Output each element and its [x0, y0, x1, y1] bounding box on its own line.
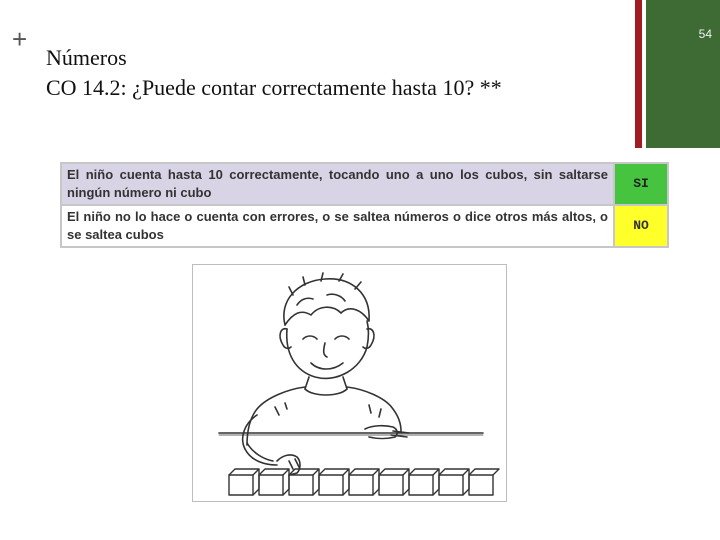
criteria-row-yes — [61, 163, 668, 205]
criteria-text: El niño cuenta hasta 10 correctamente, tocando uno a uno los cubos, sin saltarse ningún número ni cubo — [61, 163, 614, 205]
slide-subtitle: CO 14.2: ¿Puede contar correctamente hasta 10? ** — [46, 75, 502, 100]
plus-icon: + — [12, 24, 28, 54]
child-drawing — [193, 265, 506, 501]
accent-bar-green — [646, 0, 720, 148]
criteria-text: El niño no lo hace o cuenta con errores, o se saltea números o dice otros más altos, o se saltea cubos — [61, 205, 614, 247]
criteria-table — [60, 162, 669, 248]
answer-yes-cell: SI — [614, 163, 668, 205]
criteria-row-no — [61, 205, 668, 247]
slide-title: Números — [46, 45, 127, 70]
accent-bar-red — [635, 0, 642, 148]
answer-no-cell: NO — [614, 205, 668, 247]
child-counting-cubes-illustration — [192, 264, 507, 502]
page-number: 54 — [698, 27, 712, 41]
